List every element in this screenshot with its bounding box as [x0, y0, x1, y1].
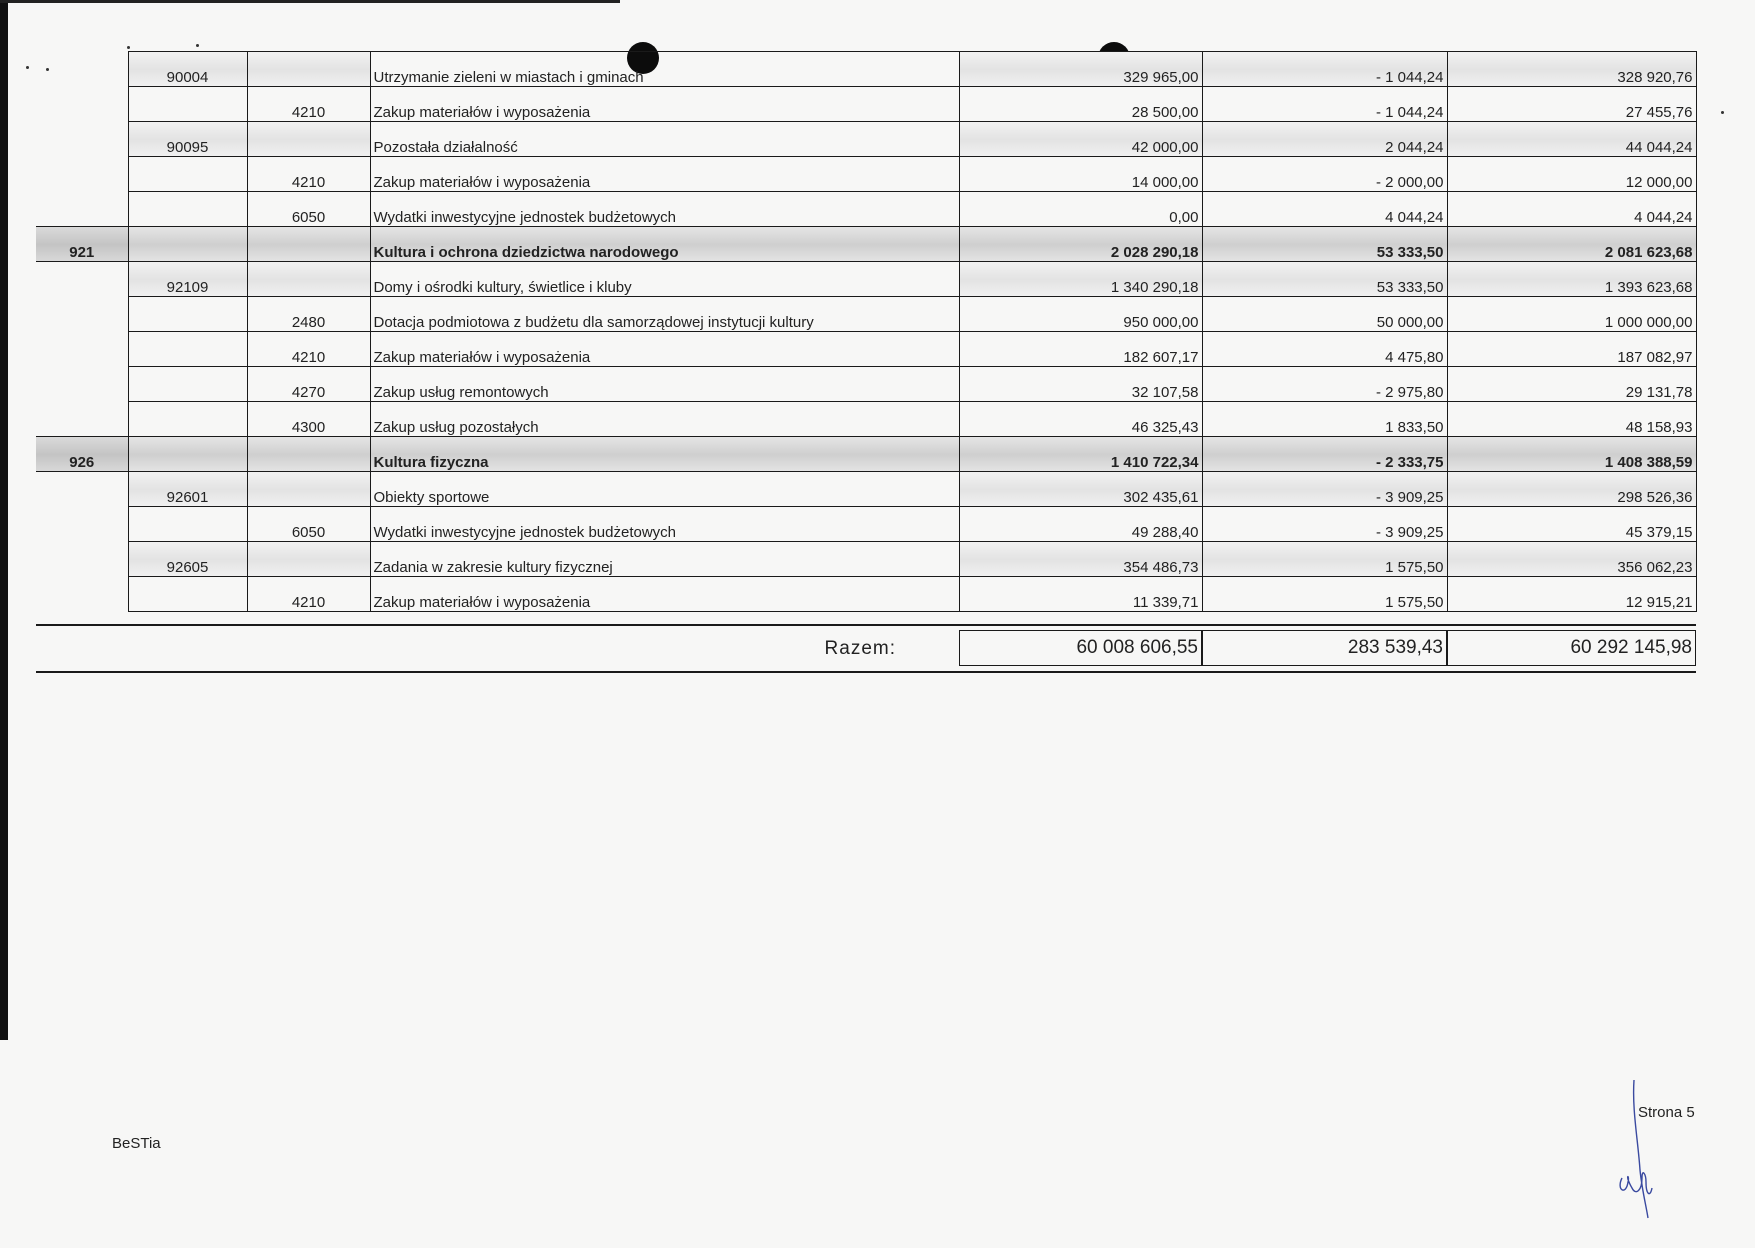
item-name: Kultura i ochrona dziedzictwa narodowego: [370, 227, 959, 262]
change-amount: - 1 044,24: [1202, 52, 1447, 87]
page-number: Strona 5: [1638, 1104, 1695, 1121]
rozdzial-code: [128, 332, 247, 367]
rozdzial-code: [128, 297, 247, 332]
rozdzial-code: [128, 577, 247, 612]
total-row: [36, 630, 1696, 666]
dzial-code: [36, 262, 128, 297]
change-amount: 4 475,80: [1202, 332, 1447, 367]
dzial-code: [36, 542, 128, 577]
plan-amount: 354 486,73: [959, 542, 1202, 577]
plan-amount: 1 340 290,18: [959, 262, 1202, 297]
dzial-code: [36, 577, 128, 612]
scan-edge-top: [0, 0, 620, 3]
total-after-change: 60 292 145,98: [1447, 630, 1696, 666]
after-change-amount: 27 455,76: [1447, 87, 1696, 122]
paragraf-code: 6050: [247, 507, 370, 542]
change-amount: - 2 333,75: [1202, 437, 1447, 472]
item-name: Domy i ośrodki kultury, świetlice i kluby: [370, 262, 959, 297]
change-amount: 1 833,50: [1202, 402, 1447, 437]
after-change-amount: 1 393 623,68: [1447, 262, 1696, 297]
plan-amount: 182 607,17: [959, 332, 1202, 367]
item-name: Zakup usług pozostałych: [370, 402, 959, 437]
item-name: Wydatki inwestycyjne jednostek budżetowych: [370, 192, 959, 227]
plan-amount: 0,00: [959, 192, 1202, 227]
rozdzial-code: [128, 157, 247, 192]
rozdzial-code: 92605: [128, 542, 247, 577]
change-amount: - 3 909,25: [1202, 472, 1447, 507]
change-amount: 2 044,24: [1202, 122, 1447, 157]
paragraf-code: 4300: [247, 402, 370, 437]
item-name: Zakup materiałów i wyposażenia: [370, 577, 959, 612]
item-name: Zadania w zakresie kultury fizycznej: [370, 542, 959, 577]
paragraf-code: [247, 262, 370, 297]
plan-amount: 32 107,58: [959, 367, 1202, 402]
rozdzial-code: [128, 402, 247, 437]
paragraf-code: [247, 52, 370, 87]
after-change-amount: 12 000,00: [1447, 157, 1696, 192]
dzial-row: [36, 227, 1696, 262]
plan-amount: 950 000,00: [959, 297, 1202, 332]
change-amount: - 3 909,25: [1202, 507, 1447, 542]
paragraf-code: 4210: [247, 157, 370, 192]
rozdzial-row: [36, 262, 1696, 297]
plan-amount: 1 410 722,34: [959, 437, 1202, 472]
dzial-code: [36, 297, 128, 332]
paragraf-code: 6050: [247, 192, 370, 227]
paragraf-code: [247, 437, 370, 472]
after-change-amount: 29 131,78: [1447, 367, 1696, 402]
total-separator-top: [36, 624, 1696, 626]
item-name: Zakup usług remontowych: [370, 367, 959, 402]
rozdzial-code: [128, 507, 247, 542]
paragraf-row: [36, 332, 1696, 367]
dzial-code: [36, 367, 128, 402]
plan-amount: 11 339,71: [959, 577, 1202, 612]
change-amount: - 1 044,24: [1202, 87, 1447, 122]
paragraf-code: [247, 227, 370, 262]
after-change-amount: 298 526,36: [1447, 472, 1696, 507]
after-change-amount: 1 408 388,59: [1447, 437, 1696, 472]
after-change-amount: 12 915,21: [1447, 577, 1696, 612]
after-change-amount: 44 044,24: [1447, 122, 1696, 157]
change-amount: 53 333,50: [1202, 227, 1447, 262]
dzial-code: [36, 332, 128, 367]
signature: [1612, 1070, 1672, 1220]
scan-speck: [196, 44, 199, 47]
paragraf-code: [247, 542, 370, 577]
dzial-code: [36, 52, 128, 87]
plan-amount: 46 325,43: [959, 402, 1202, 437]
item-name: Utrzymanie zieleni w miastach i gminach: [370, 52, 959, 87]
paragraf-code: [247, 472, 370, 507]
paragraf-row: [36, 297, 1696, 332]
item-name: Kultura fizyczna: [370, 437, 959, 472]
item-name: Zakup materiałów i wyposażenia: [370, 332, 959, 367]
rozdzial-code: [128, 367, 247, 402]
plan-amount: 2 028 290,18: [959, 227, 1202, 262]
dzial-code: [36, 122, 128, 157]
change-amount: 50 000,00: [1202, 297, 1447, 332]
rozdzial-code: 92109: [128, 262, 247, 297]
item-name: Zakup materiałów i wyposażenia: [370, 157, 959, 192]
paragraf-code: 4270: [247, 367, 370, 402]
paragraf-row: [36, 87, 1696, 122]
total-plan: 60 008 606,55: [959, 630, 1202, 666]
total-change: 283 539,43: [1202, 630, 1447, 666]
rozdzial-code: 90004: [128, 52, 247, 87]
rozdzial-code: 92601: [128, 472, 247, 507]
rozdzial-code: 90095: [128, 122, 247, 157]
paragraf-row: [36, 402, 1696, 437]
paragraf-code: [247, 122, 370, 157]
change-amount: 1 575,50: [1202, 542, 1447, 577]
rozdzial-row: [36, 52, 1696, 87]
budget-table: [36, 51, 1697, 612]
item-name: Obiekty sportowe: [370, 472, 959, 507]
total-separator-bottom: [36, 671, 1696, 673]
paragraf-code: 4210: [247, 332, 370, 367]
paragraf-row: [36, 192, 1696, 227]
dzial-code: 926: [36, 437, 128, 472]
after-change-amount: 1 000 000,00: [1447, 297, 1696, 332]
paragraf-code: 4210: [247, 577, 370, 612]
dzial-code: [36, 87, 128, 122]
change-amount: - 2 000,00: [1202, 157, 1447, 192]
after-change-amount: 187 082,97: [1447, 332, 1696, 367]
rozdzial-code: [128, 87, 247, 122]
paragraf-row: [36, 577, 1696, 612]
plan-amount: 329 965,00: [959, 52, 1202, 87]
plan-amount: 28 500,00: [959, 87, 1202, 122]
scan-speck: [127, 46, 130, 49]
plan-amount: 14 000,00: [959, 157, 1202, 192]
rozdzial-row: [36, 472, 1696, 507]
dzial-code: [36, 192, 128, 227]
dzial-code: [36, 157, 128, 192]
total-label: Razem:: [824, 638, 896, 659]
rozdzial-row: [36, 122, 1696, 157]
dzial-code: [36, 507, 128, 542]
scan-speck: [26, 66, 29, 69]
software-name: BeSTia: [112, 1135, 161, 1152]
dzial-code: 921: [36, 227, 128, 262]
plan-amount: 302 435,61: [959, 472, 1202, 507]
change-amount: - 2 975,80: [1202, 367, 1447, 402]
paragraf-code: 2480: [247, 297, 370, 332]
paragraf-row: [36, 157, 1696, 192]
after-change-amount: 48 158,93: [1447, 402, 1696, 437]
after-change-amount: 45 379,15: [1447, 507, 1696, 542]
item-name: Zakup materiałów i wyposażenia: [370, 87, 959, 122]
rozdzial-row: [36, 542, 1696, 577]
after-change-amount: 356 062,23: [1447, 542, 1696, 577]
paragraf-code: 4210: [247, 87, 370, 122]
item-name: Wydatki inwestycyjne jednostek budżetowych: [370, 507, 959, 542]
plan-amount: 42 000,00: [959, 122, 1202, 157]
item-name: Dotacja podmiotowa z budżetu dla samorządowej instytucji kultury: [370, 297, 959, 332]
change-amount: 1 575,50: [1202, 577, 1447, 612]
paragraf-row: [36, 507, 1696, 542]
plan-amount: 49 288,40: [959, 507, 1202, 542]
after-change-amount: 4 044,24: [1447, 192, 1696, 227]
item-name: Pozostała działalność: [370, 122, 959, 157]
scan-edge: [0, 0, 8, 1040]
change-amount: 53 333,50: [1202, 262, 1447, 297]
scan-speck: [1721, 111, 1724, 114]
dzial-code: [36, 472, 128, 507]
change-amount: 4 044,24: [1202, 192, 1447, 227]
paragraf-row: [36, 367, 1696, 402]
rozdzial-code: [128, 192, 247, 227]
after-change-amount: 328 920,76: [1447, 52, 1696, 87]
rozdzial-code: [128, 227, 247, 262]
rozdzial-code: [128, 437, 247, 472]
after-change-amount: 2 081 623,68: [1447, 227, 1696, 262]
dzial-code: [36, 402, 128, 437]
dzial-row: [36, 437, 1696, 472]
